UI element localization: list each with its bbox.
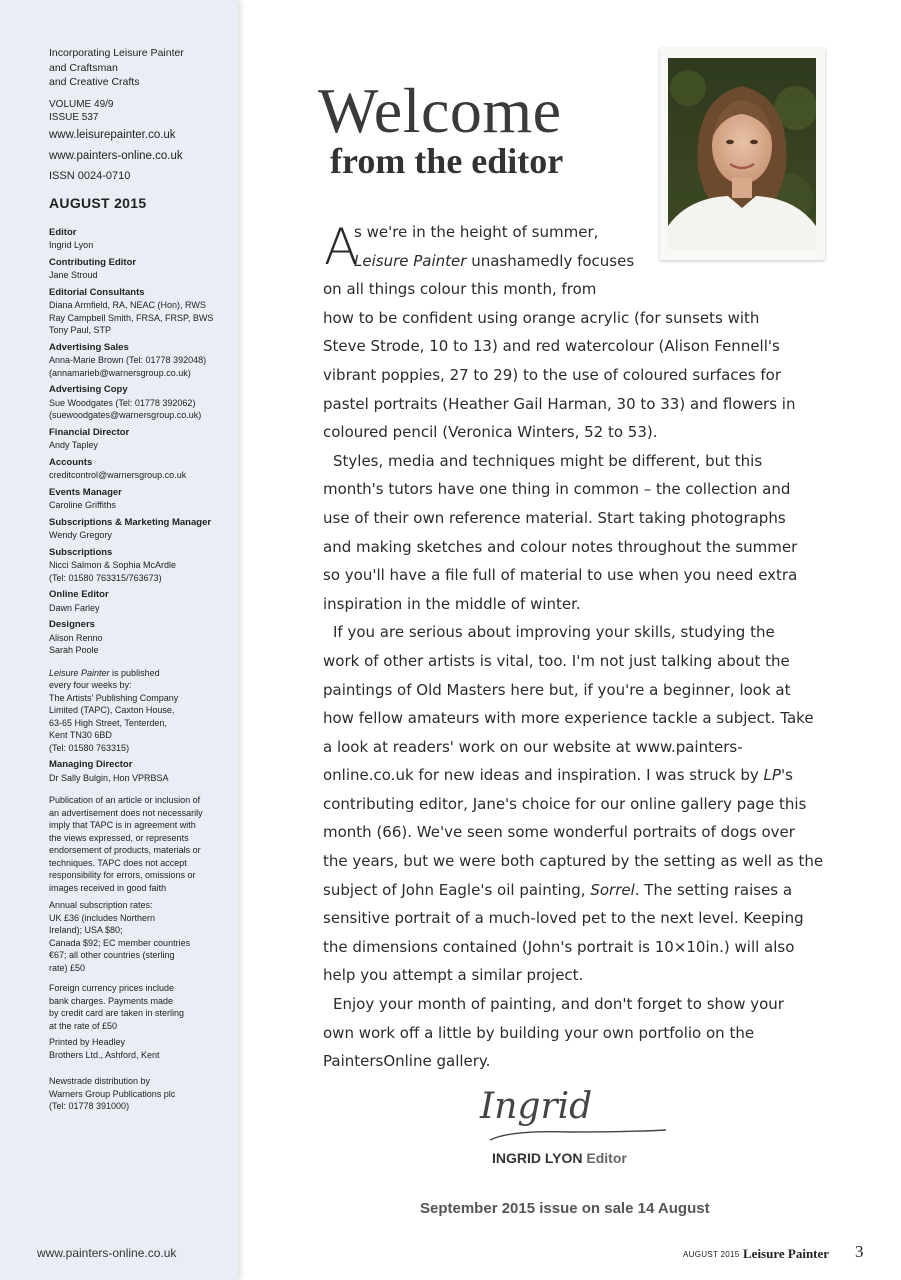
staff-name: Sue Woodgates (Tel: 01778 392062) <box>49 397 196 408</box>
text-line: Canada $92; EC member countries <box>49 937 191 948</box>
staff-role: Accounts <box>49 456 93 468</box>
italic-title: LP <box>763 766 781 785</box>
body-line: month's tutors have one thing in common – the collection and <box>323 480 791 499</box>
staff-name: Alison Renno <box>49 632 103 643</box>
body-text-segment: subject of John Eagle's oil painting, <box>323 880 591 899</box>
body-line: the dimensions contained (John's portrait is 10×10in.) will also <box>323 937 795 956</box>
publisher-text: is published <box>109 667 160 678</box>
staff-name: Ingrid Lyon <box>49 240 94 250</box>
staff-role: Subscriptions & Marketing Manager <box>49 516 212 528</box>
staff-role: Advertising Copy <box>49 384 128 395</box>
body-line: the years, but we were both captured by the setting as well as the <box>323 852 824 871</box>
text-line: techniques. TAPC does not accept <box>49 857 187 868</box>
incorporating-note <box>49 46 229 90</box>
folio-date: AUGUST 2015 <box>683 1250 740 1259</box>
staff-name: Caroline Griffiths <box>49 500 116 510</box>
folio-magazine: Leisure Painter <box>743 1246 830 1261</box>
text-line: every four weeks by: <box>49 680 132 690</box>
body-line: how fellow amateurs with more experience tackle a subject. Take <box>323 709 814 728</box>
staff-role: Designers <box>49 619 95 630</box>
managing-director <box>49 759 229 784</box>
body-text-segment: unashamedly focuses <box>466 251 635 270</box>
publisher-address <box>49 679 229 754</box>
text-line: the views expressed, or represents <box>49 832 189 843</box>
body-line: work of other artists is vital, too. I'm not just talking about the <box>323 651 790 670</box>
body-line: sensitive portrait of a much-loved pet to the next level. Keeping <box>323 909 804 928</box>
staff-entry <box>49 384 229 422</box>
intro-line: Incorporating Leisure Painter <box>49 47 184 59</box>
text-line: images received in good faith <box>49 882 167 893</box>
signature-script: Ingrid <box>480 1086 593 1127</box>
text-line: rate) £50 <box>49 962 86 973</box>
body-line: and making sketches and colour notes throughout the summer <box>323 537 798 556</box>
signoff-role: Editor <box>582 1150 627 1166</box>
page-subtitle: from the editor <box>330 141 564 181</box>
staff-role: Contributing Editor <box>49 256 137 268</box>
publisher-info <box>49 667 229 755</box>
body-line: pastel portraits (Heather Gail Harman, 30 to 33) and flowers in <box>323 394 796 413</box>
staff-name: Diana Armfield, RA, NEAC (Hon), RWS <box>49 300 206 310</box>
body-line: on all things colour this month, from <box>323 280 597 299</box>
body-line: own work off a little by building your own portfolio on the <box>323 1023 755 1042</box>
text-line: Annual subscription rates: <box>49 900 153 910</box>
staff-role: Editorial Consultants <box>49 286 145 298</box>
footer-url[interactable]: www.painters-online.co.uk <box>37 1246 177 1260</box>
currency-note <box>49 982 229 1032</box>
body-line: Styles, media and techniques might be different, but this <box>333 451 763 470</box>
issn: ISSN 0024-0710 <box>49 169 131 182</box>
websites <box>49 125 229 167</box>
text-line: Ireland); USA $80; <box>49 925 123 935</box>
body-line: If you are serious about improving your skills, studying the <box>333 623 775 642</box>
intro-line: and Creative Crafts <box>49 76 140 88</box>
staff-role: Editor <box>49 226 77 238</box>
signoff <box>492 1150 627 1166</box>
distribution-note <box>49 1075 229 1113</box>
text-line: by credit card are taken in sterling <box>49 1008 185 1018</box>
body-line: contributing editor, Jane's choice for our online gallery page this <box>323 794 807 813</box>
printer-note <box>49 1036 229 1061</box>
staff-role: Online Editor <box>49 589 109 600</box>
body-line: Enjoy your month of painting, and don't forget to show your <box>333 995 784 1014</box>
body-line: PaintersOnline gallery. <box>323 1052 491 1071</box>
body-text-segment: . The setting raises a <box>634 880 793 899</box>
magazine-name: Leisure Painter <box>49 667 110 678</box>
staff-entry <box>49 287 229 337</box>
issue: ISSUE 537 <box>49 111 99 123</box>
staff-name: Jane Stroud <box>49 270 98 280</box>
editor-signature <box>470 1078 670 1148</box>
staff-role: Subscriptions <box>49 546 113 558</box>
body-line: s we're in the height of summer, <box>354 223 599 241</box>
body-text-segment: online.co.uk for new ideas and inspiration. I was struck by <box>323 766 764 785</box>
signoff-name: INGRID LYON <box>492 1150 583 1166</box>
italic-title: Sorrel <box>590 880 635 899</box>
staff-name: (suewoodgates@warnersgroup.co.uk) <box>49 410 202 420</box>
staff-entry <box>49 427 229 452</box>
body-line: use of their own reference material. Start taking photographs <box>323 508 786 527</box>
staff-name: Sarah Poole <box>49 645 99 655</box>
next-issue-note: September 2015 issue on sale 14 August <box>420 1200 710 1217</box>
staff-name: Nicci Salmon & Sophia McArdle <box>49 560 177 570</box>
body-line: inspiration in the middle of winter. <box>323 594 581 613</box>
body-line <box>323 761 823 790</box>
publisher-line <box>49 667 229 680</box>
staff-name: creditcontrol@warnersgroup.co.uk <box>49 470 187 480</box>
staff-name: Anna-Marie Brown (Tel: 01778 392048) <box>49 355 207 365</box>
subscription-rates <box>49 899 229 974</box>
staff-role: Financial Director <box>49 426 130 438</box>
text-line: Brothers Ltd., Ashford, Kent <box>49 1049 160 1060</box>
text-line: €67; all other countries (sterling <box>49 950 175 960</box>
body-text-segment: 's <box>780 766 793 785</box>
staff-entry <box>49 487 229 512</box>
disclaimer <box>49 794 229 894</box>
body-line: how to be confident using orange acrylic (for sunsets with <box>323 308 760 327</box>
text-line: Limited (TAPC), Caxton House, <box>49 705 175 715</box>
text-line: The Artists' Publishing Company <box>49 692 179 703</box>
italic-title: Leisure Painter <box>354 251 467 270</box>
staff-role: Managing Director <box>49 759 133 770</box>
staff-name: Wendy Gregory <box>49 530 112 540</box>
staff-entry <box>49 227 229 252</box>
staff-entry <box>49 342 229 380</box>
text-line: imply that TAPC is in agreement with <box>49 820 196 830</box>
staff-name: Andy Tapley <box>49 440 98 450</box>
staff-entry <box>49 619 229 657</box>
text-line: Kent TN30 6BD <box>49 730 112 740</box>
masthead <box>49 46 229 1113</box>
text-line: Foreign currency prices include <box>49 983 175 993</box>
text-line: Newstrade distribution by <box>49 1076 151 1086</box>
staff-name: (Tel: 01580 763315/763673) <box>49 572 162 583</box>
text-line: responsibility for errors, omissions or <box>49 870 196 880</box>
staff-entry <box>49 257 229 282</box>
text-line: Publication of an article or inclusion of <box>49 795 201 805</box>
issue-date: AUGUST 2015 <box>49 194 147 211</box>
staff-name: Dawn Farley <box>49 602 100 613</box>
page-number: 3 <box>855 1242 864 1261</box>
text-line: at the rate of £50 <box>49 1020 118 1031</box>
staff-list <box>49 227 229 657</box>
staff-entry <box>49 547 229 585</box>
staff-role: Advertising Sales <box>49 341 129 353</box>
text-line: 63-65 High Street, Tenterden, <box>49 717 167 728</box>
body-line <box>323 247 823 276</box>
intro-line: and Craftsman <box>49 61 118 74</box>
volume: VOLUME 49/9 <box>49 98 114 110</box>
text-line: (Tel: 01580 763315) <box>49 742 130 753</box>
staff-name: Ray Campbell Smith, FRSA, FRSP, BWS <box>49 312 214 323</box>
body-line: a look at readers' work on our website at www.painters- <box>323 737 743 756</box>
text-line: bank charges. Payments made <box>49 995 174 1006</box>
text-line: UK £36 (includes Northern <box>49 912 156 923</box>
body-line: help you attempt a similar project. <box>323 966 584 985</box>
staff-entry <box>49 457 229 482</box>
staff-entry <box>49 517 229 542</box>
drop-cap: A <box>324 218 359 276</box>
volume-issue <box>49 98 229 124</box>
body-line: vibrant poppies, 27 to 29) to the use of coloured surfaces for <box>323 365 781 384</box>
masthead-sidebar <box>0 0 238 1280</box>
body-line <box>323 876 823 905</box>
body-line: paintings of Old Masters here but, if you're a beginner, look at <box>323 680 791 699</box>
text-line: Warners Group Publications plc <box>49 1088 176 1099</box>
text-line: an advertisement does not necessarily <box>49 807 203 818</box>
website-link[interactable]: www.painters-online.co.uk <box>49 149 183 162</box>
body-line: Steve Strode, 10 to 13) and red watercolour (Alison Fennell's <box>323 337 780 356</box>
staff-name: (annamarieb@warnersgroup.co.uk) <box>49 367 191 378</box>
staff-role: Events Manager <box>49 486 122 498</box>
editorial-body <box>323 218 823 1076</box>
website-link[interactable]: www.leisurepainter.co.uk <box>49 128 176 141</box>
text-line: endorsement of products, materials or <box>49 845 201 855</box>
text-line: (Tel: 01778 391000) <box>49 1101 130 1111</box>
page-title: Welcome <box>318 75 562 146</box>
text-line: Printed by Headley <box>49 1037 126 1047</box>
staff-name: Dr Sally Bulgin, Hon VPRBSA <box>49 772 169 783</box>
body-line: month (66). We've seen some wonderful portraits of dogs over <box>323 823 795 842</box>
body-line: so you'll have a file full of material to use when you need extra <box>323 566 798 585</box>
staff-entry <box>49 589 229 614</box>
staff-name: Tony Paul, STP <box>49 325 112 335</box>
body-line: coloured pencil (Veronica Winters, 52 to 53). <box>323 423 658 442</box>
